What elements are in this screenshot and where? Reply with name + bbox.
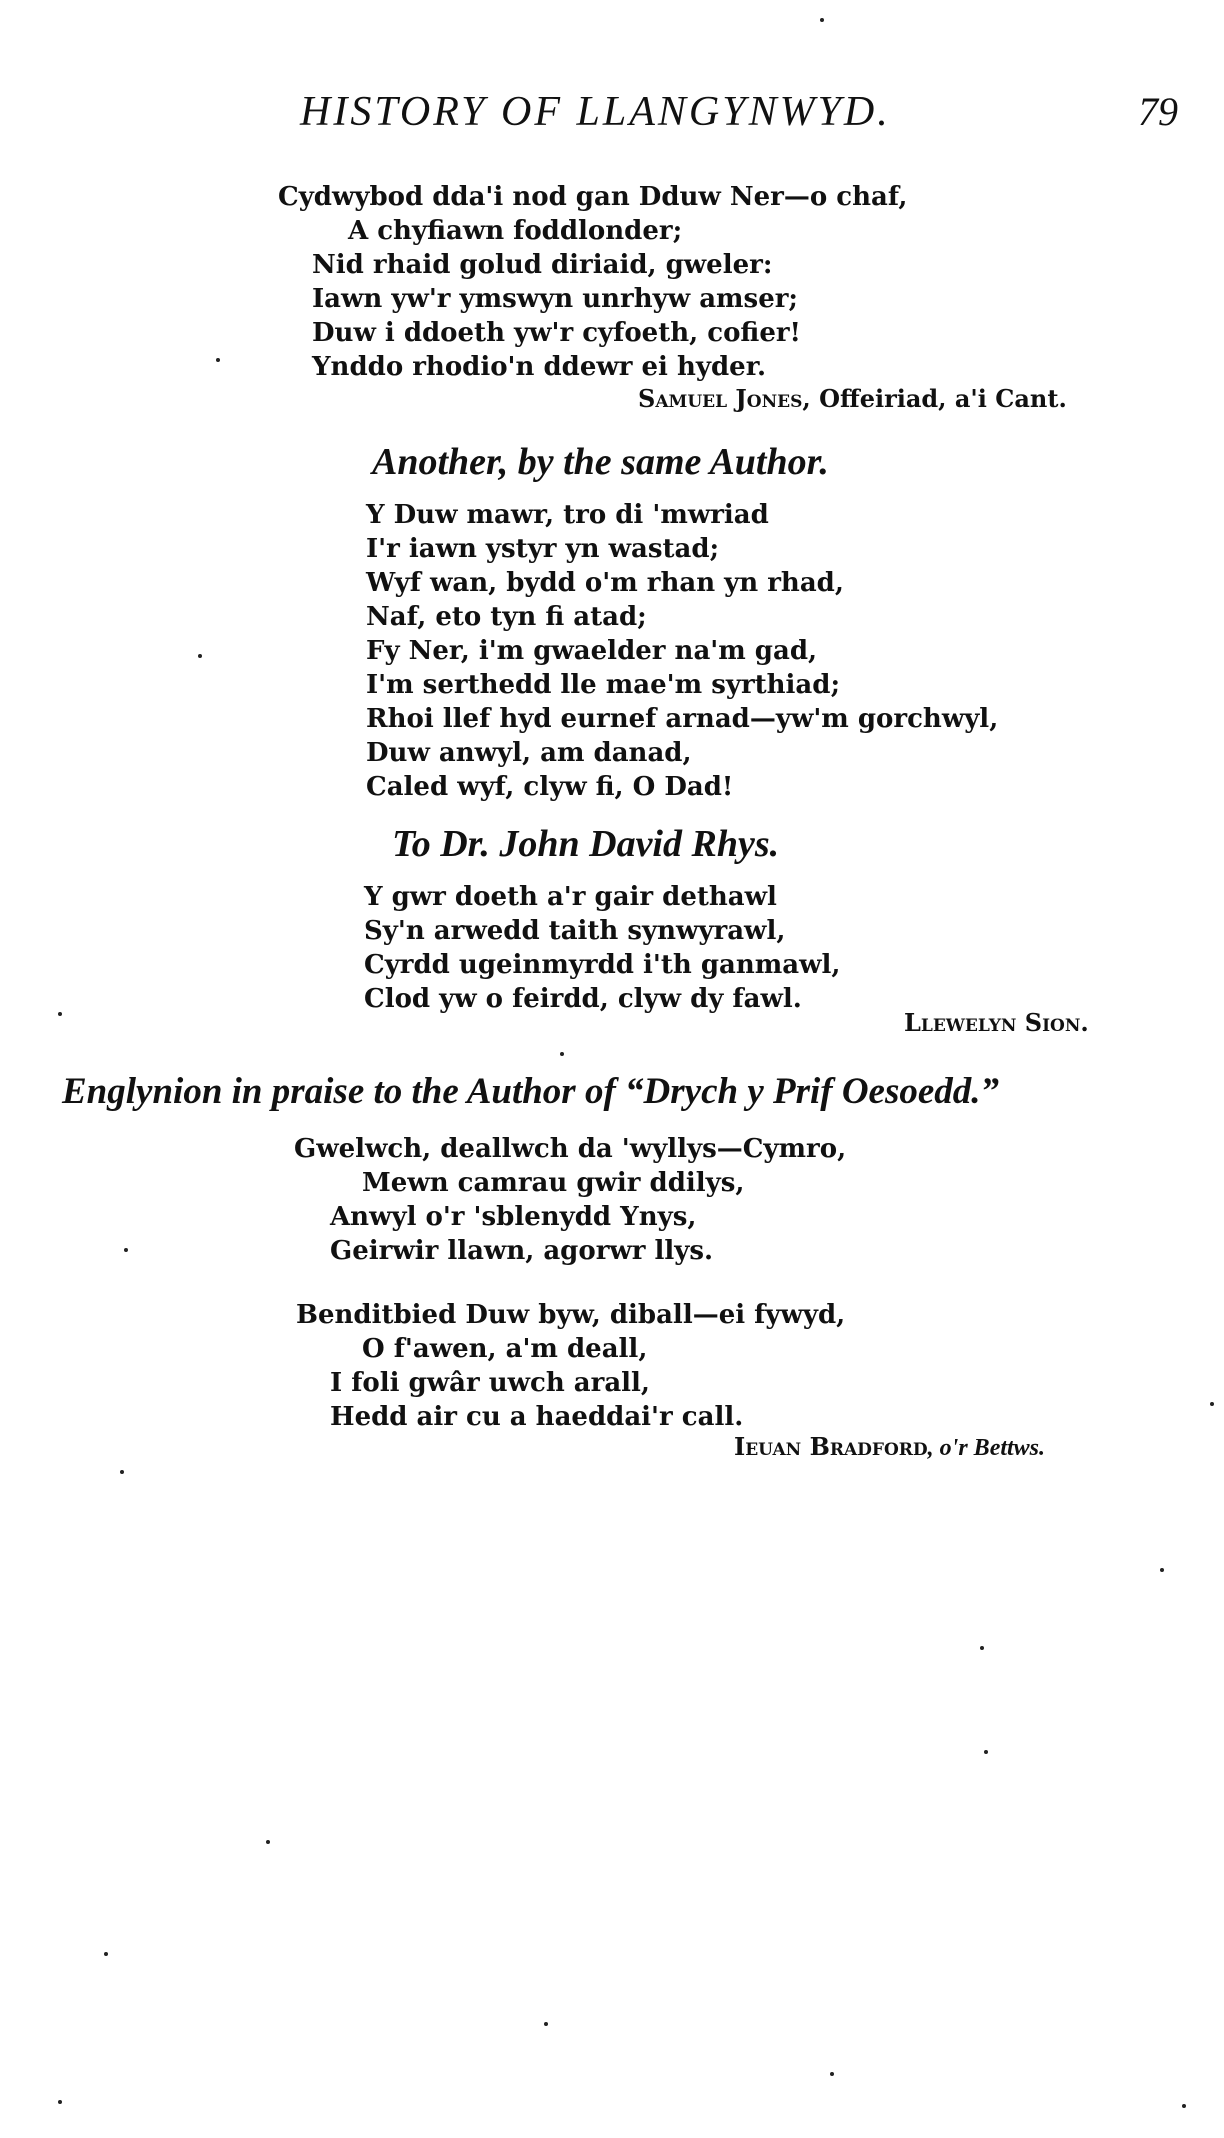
author-name: Ieuan Bradford: [734, 1432, 928, 1461]
poem-line: Cydwybod dda'i nod gan Dduw Ner—o chaf,: [278, 182, 908, 212]
poem-3-attribution: [904, 1008, 1089, 1038]
poem-line: O f'awen, a'm deall,: [362, 1334, 648, 1364]
poem-line: I'r iawn ystyr yn wastad;: [366, 534, 720, 564]
scan-speck: [1160, 1568, 1164, 1572]
scan-speck: [980, 1646, 984, 1650]
scan-speck: [544, 2022, 548, 2026]
scan-speck: [58, 1012, 62, 1016]
poem-line: Nid rhaid golud diriaid, gweler:: [312, 250, 773, 280]
scan-speck: [560, 1052, 564, 1056]
poem-line: Rhoi llef hyd eurnef arnad—yw'm gorchwyl,: [366, 704, 999, 734]
scan-speck: [104, 1952, 108, 1956]
scan-speck: [984, 1750, 988, 1754]
author-role: , Offeiriad, a'i Cant.: [802, 384, 1067, 413]
scan-speck: [830, 2072, 834, 2076]
poem-line: Iawn yw'r ymswyn unrhyw amser;: [312, 284, 799, 314]
poem-line: Y gwr doeth a'r gair dethawl: [364, 882, 777, 912]
scan-speck: [58, 2100, 62, 2104]
poem-line: Sy'n arwedd taith synwyrawl,: [364, 916, 786, 946]
poem-2-heading: Another, by the same Author.: [372, 441, 829, 483]
author-name: Llewelyn Sion.: [904, 1008, 1089, 1037]
scan-speck: [1210, 1402, 1214, 1406]
scan-speck: [120, 1470, 124, 1474]
poem-line: Fy Ner, i'm gwaelder na'm gad,: [366, 636, 818, 666]
poem-line: Clod yw o feirdd, clyw dy fawl.: [364, 984, 802, 1014]
scan-speck: [820, 18, 824, 22]
poem-line: Anwyl o'r 'sblenydd Ynys,: [330, 1202, 697, 1232]
running-title: HISTORY OF LLANGYNWYD.: [300, 89, 891, 135]
poem-line: Wyf wan, bydd o'm rhan yn rhad,: [366, 568, 844, 598]
poem-line: Duw anwyl, am danad,: [366, 738, 692, 768]
scan-speck: [124, 1248, 128, 1252]
poem-line: Gwelwch, deallwch da 'wyllys—Cymro,: [294, 1134, 847, 1164]
scan-speck: [1182, 2104, 1186, 2108]
poem-3-heading: To Dr. John David Rhys.: [392, 823, 780, 865]
poem-line: Benditbied Duw byw, diball—ei fywyd,: [296, 1300, 846, 1330]
page-header: [0, 88, 1224, 148]
scan-speck: [198, 654, 202, 658]
scan-speck: [216, 358, 220, 362]
poem-line: Naf, eto tyn fi atad;: [366, 602, 647, 632]
poem-line: Caled wyf, clyw fi, O Dad!: [366, 772, 734, 802]
scan-speck: [266, 1840, 270, 1844]
poem-line: Duw i ddoeth yw'r cyfoeth, cofier!: [312, 318, 801, 348]
poem-4-heading: Englynion in praise to the Author of “Drych y Prif Oesoedd.”: [62, 1071, 1000, 1112]
poem-line: Ynddo rhodio'n ddewr ei hyder.: [312, 352, 767, 382]
poem-line: Y Duw mawr, tro di 'mwriad: [366, 500, 769, 530]
poem-line: I'm serthedd lle mae'm syrthiad;: [366, 670, 841, 700]
author-name: Samuel Jones: [638, 384, 803, 413]
poem-line: A chyfiawn foddlonder;: [348, 216, 683, 246]
poem-line: I foli gwâr uwch arall,: [330, 1368, 650, 1398]
author-place: , o'r Bettws.: [927, 1435, 1046, 1461]
poem-line: Cyrdd ugeinmyrdd i'th ganmawl,: [364, 950, 841, 980]
poem-line: Hedd air cu a haeddai'r call.: [330, 1402, 744, 1432]
poem-1-attribution: [638, 384, 1067, 414]
poem-line: Mewn camrau gwir ddilys,: [362, 1168, 745, 1198]
poem-line: Geirwir llawn, agorwr llys.: [330, 1236, 714, 1266]
poem-4-attribution: [734, 1432, 1045, 1463]
page-number: 79: [1138, 89, 1178, 134]
